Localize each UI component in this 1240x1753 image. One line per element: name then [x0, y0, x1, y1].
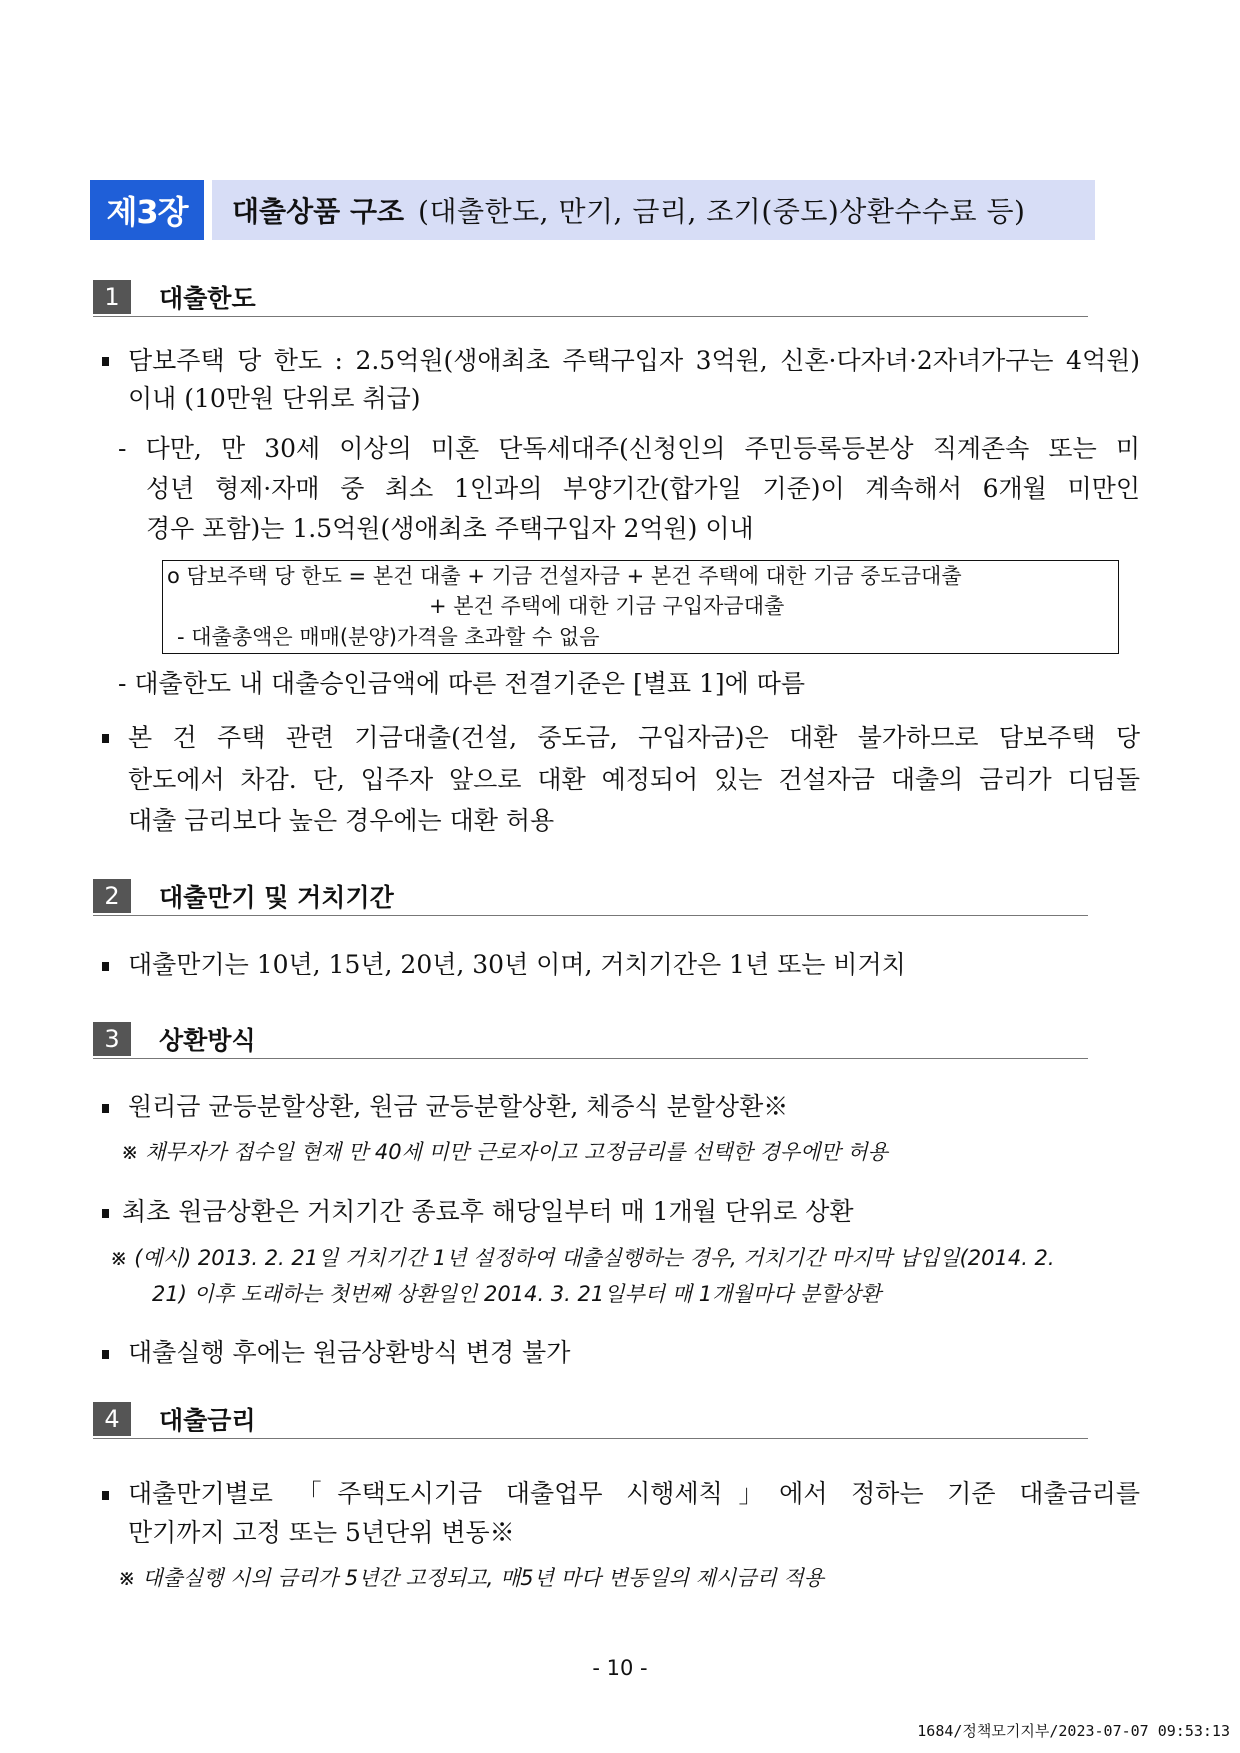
section-number: 3 [93, 1022, 131, 1056]
bullet-marker [102, 1209, 109, 1218]
section-number: 4 [93, 1402, 131, 1436]
note-line: ※ (예시) 2013. 2. 21일 거치기간 1년 설정하여 대출실행하는 경우, 거치기간 마지막 납입일(2014. 2. [110, 1246, 1055, 1270]
text-line: 이내 (10만원 단위로 취급) [128, 384, 421, 413]
box-line: - 대출총액은 매매(분양)가격을 초과할 수 없음 [177, 625, 600, 649]
box-line: + 본건 주택에 대한 기금 구입자금대출 [429, 594, 785, 618]
text-line: 성년 형제·자매 중 최소 1인과의 부양기간(합가일 기준)이 계속해서 6개월 미만인 [146, 474, 1140, 503]
text-line: 담보주택 당 한도 : 2.5억원(생애최초 주택구입자 3억원, 신혼·다자녀·2자녀가구는 4억원) [128, 346, 1140, 375]
chapter-title-sub: (대출한도, 만기, 금리, 조기(중도)상환수수료 등) [418, 195, 1026, 228]
section-title: 대출만기 및 거치기간 [159, 883, 394, 912]
section-title: 대출금리 [159, 1406, 256, 1435]
text-line: 만기까지 고정 또는 5년단위 변동※ [128, 1518, 515, 1547]
section-2-header [93, 877, 1088, 916]
section-title: 상환방식 [159, 1026, 256, 1055]
section-number: 1 [93, 280, 131, 314]
document-stamp: 1684/정책모기지부/2023-07-07 09:53:13 [917, 1722, 1230, 1740]
text-line: 대출 금리보다 높은 경우에는 대환 허용 [128, 806, 555, 835]
section-title: 대출한도 [159, 284, 256, 313]
bullet-marker [102, 1104, 109, 1113]
note-line: ※ 대출실행 시의 금리가 5년간 고정되고, 매5년 마다 변동일의 제시금리 적용 [118, 1566, 825, 1590]
section-4-header [93, 1400, 1088, 1439]
bullet-marker [102, 1491, 109, 1500]
section-3-header [93, 1020, 1088, 1059]
text-line: 대출실행 후에는 원금상환방식 변경 불가 [128, 1338, 571, 1367]
chapter-header [90, 180, 1095, 240]
text-line: 한도에서 차감. 단, 입주자 앞으로 대환 예정되어 있는 건설자금 대출의 금리가 디딤돌 [128, 765, 1140, 794]
text-line: 원리금 균등분할상환, 원금 균등분할상환, 체증식 분할상환※ [128, 1092, 789, 1121]
box-line: o 담보주택 당 한도 = 본건 대출 + 기금 건설자금 + 본건 주택에 대한 기금 중도금대출 [167, 564, 962, 588]
text-line: 최초 원금상환은 거치기간 종료후 해당일부터 매 1개월 단위로 상환 [122, 1197, 854, 1226]
note-line: 21) 이후 도래하는 첫번째 상환일인 2014. 3. 21일부터 매 1개월마다 분할상환 [152, 1282, 882, 1306]
page-number: - 10 - [592, 1656, 648, 1680]
limit-formula-box [162, 560, 1119, 654]
bullet-marker [102, 962, 109, 971]
bullet-marker [102, 357, 109, 366]
text-line: 대출만기는 10년, 15년, 20년, 30년 이며, 거치기간은 1년 또는 비거치 [128, 950, 906, 979]
section-number: 2 [93, 879, 131, 913]
chapter-title [212, 180, 1095, 240]
dash-item: - 대출한도 내 대출승인금액에 따른 전결기준은 [별표 1]에 따름 [118, 669, 806, 698]
text-line: 본 건 주택 관련 기금대출(건설, 중도금, 구입자금)은 대환 불가하므로 담보주택 당 [128, 723, 1140, 752]
bullet-marker [102, 1350, 109, 1359]
dash-item: - 다만, 만 30세 이상의 미혼 단독세대주(신청인의 주민등록등본상 직계존속 또는 미 [118, 434, 1140, 463]
text-line: 경우 포함)는 1.5억원(생애최초 주택구입자 2억원) 이내 [146, 514, 754, 543]
text-line: 대출만기별로 「주택도시기금 대출업무 시행세칙」에서 정하는 기준 대출금리를 [128, 1479, 1140, 1508]
section-1-header [93, 278, 1088, 317]
chapter-number: 제3장 [90, 180, 204, 240]
note-line: ※ 채무자가 접수일 현재 만 40세 미만 근로자이고 고정금리를 선택한 경우에만 허용 [121, 1140, 888, 1164]
bullet-marker [102, 734, 109, 743]
chapter-title-main: 대출상품 구조 [232, 195, 405, 228]
